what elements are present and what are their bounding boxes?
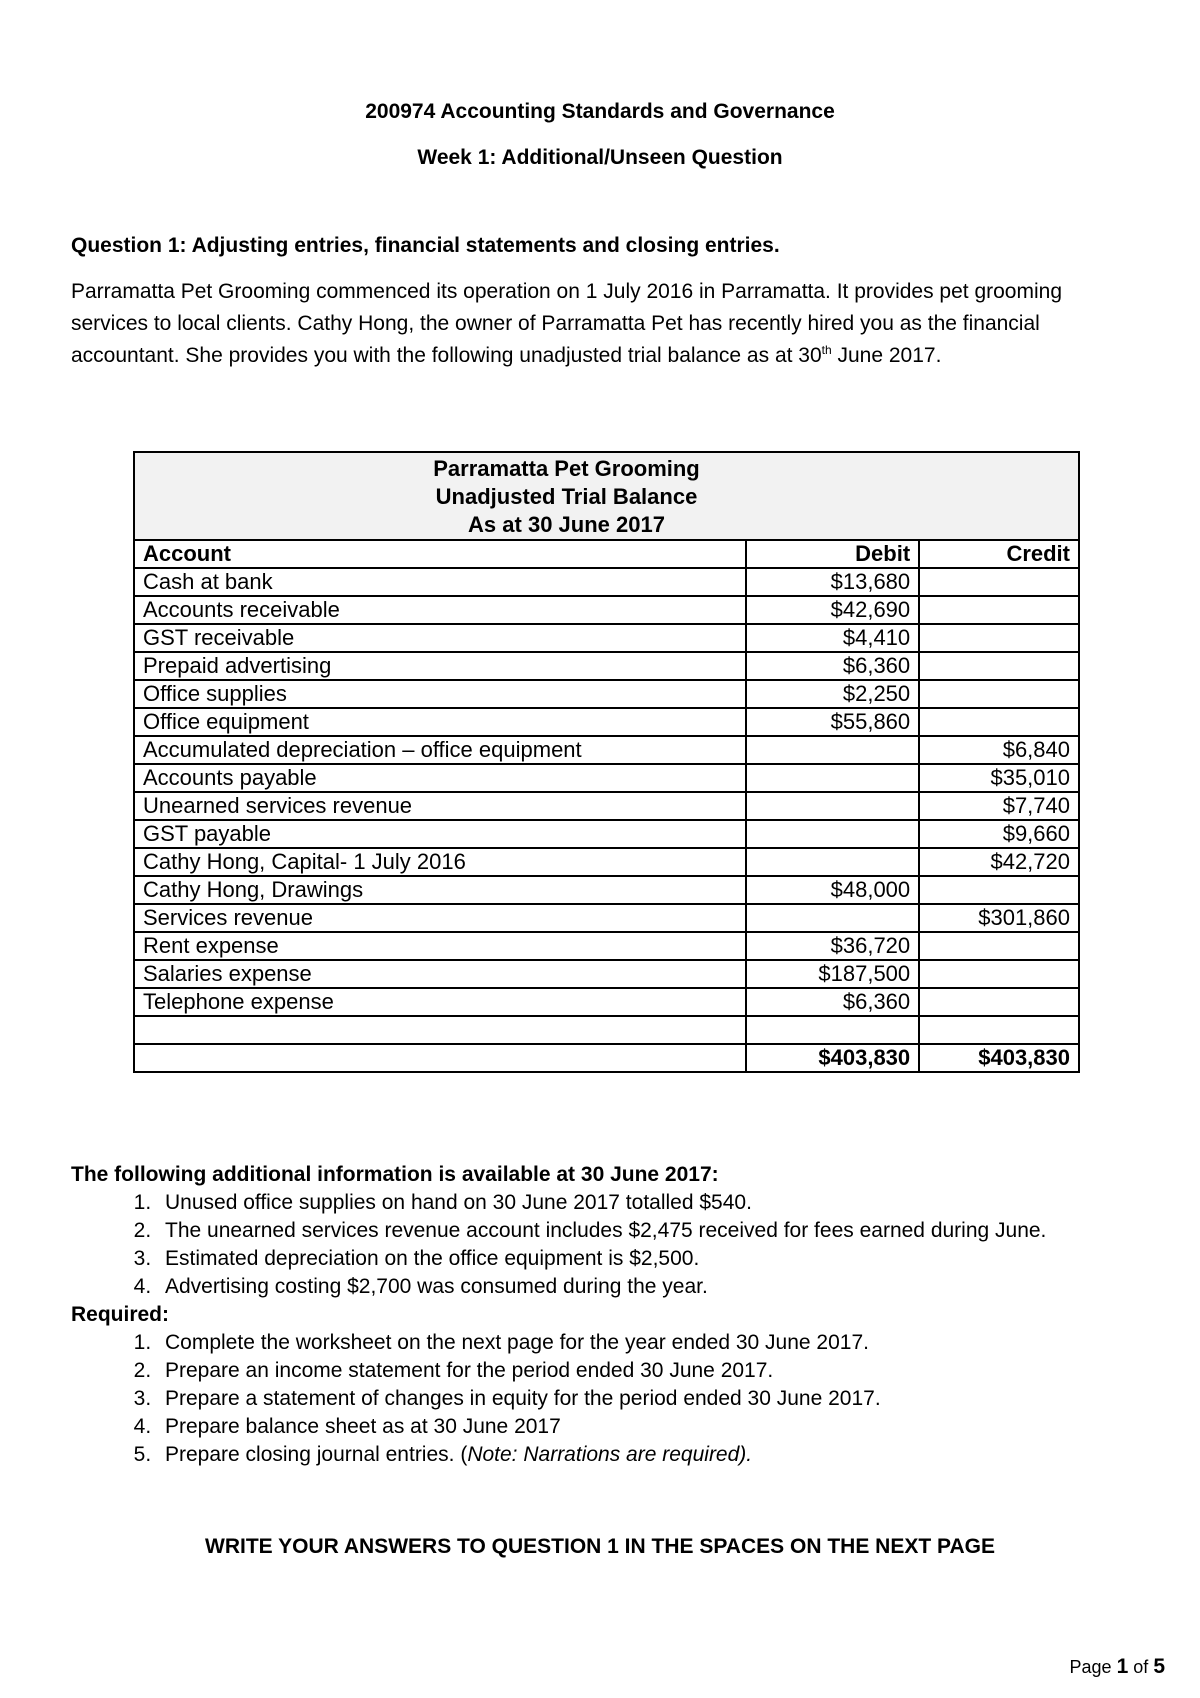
list-item: 3. Prepare a statement of changes in equity for the period ended 30 June 2017. [157, 1385, 1161, 1413]
table-row [134, 960, 1079, 988]
page-current: 1 [1116, 1655, 1129, 1678]
debit-cell: $4,410 [746, 624, 919, 652]
credit-cell [919, 988, 1079, 1016]
question-intro [71, 276, 1131, 372]
table-row [134, 904, 1079, 932]
list-item: 1. Complete the worksheet on the next page for the year ended 30 June 2017. [157, 1329, 1161, 1357]
required-item-5-note: Note: Narrations are required). [467, 1443, 753, 1466]
page-number [1070, 1655, 1165, 1679]
table-title [134, 452, 1079, 540]
credit-cell [919, 596, 1079, 624]
account-cell: Salaries expense [134, 960, 746, 988]
debit-cell [746, 904, 919, 932]
question-heading: Question 1: Adjusting entries, financial statements and closing entries. [71, 234, 780, 257]
account-cell: GST payable [134, 820, 746, 848]
debit-cell: $48,000 [746, 876, 919, 904]
table-row [134, 848, 1079, 876]
account-cell: GST receivable [134, 624, 746, 652]
debit-cell: $6,360 [746, 988, 919, 1016]
credit-cell [919, 624, 1079, 652]
account-cell: Cash at bank [134, 568, 746, 596]
table-row [134, 820, 1079, 848]
table-title-report: Unadjusted Trial Balance [435, 484, 698, 509]
additional-information [71, 1161, 1161, 1469]
credit-cell [919, 708, 1079, 736]
table-row [134, 596, 1079, 624]
total-debit: $403,830 [746, 1044, 919, 1072]
account-cell: Telephone expense [134, 988, 746, 1016]
intro-superscript: th [821, 343, 832, 357]
credit-cell: $42,720 [919, 848, 1079, 876]
course-title: 200974 Accounting Standards and Governance [365, 100, 835, 123]
column-header-credit: Credit [919, 540, 1079, 568]
intro-text-end: June 2017. [831, 344, 942, 367]
table-row [134, 876, 1079, 904]
column-header-debit: Debit [746, 540, 919, 568]
credit-cell [919, 876, 1079, 904]
required-heading: Required: [71, 1303, 170, 1326]
list-item: 2. Prepare an income statement for the period ended 30 June 2017. [157, 1357, 1161, 1385]
account-cell: Accounts receivable [134, 596, 746, 624]
credit-cell: $6,840 [919, 736, 1079, 764]
table-row [134, 764, 1079, 792]
credit-cell [919, 1016, 1079, 1044]
list-item: 4. Prepare balance sheet as at 30 June 2017 [157, 1413, 1161, 1441]
page-total: 5 [1153, 1655, 1165, 1678]
required-item-5-text: Prepare closing journal entries. ( [165, 1443, 468, 1466]
page-of: of [1133, 1657, 1149, 1677]
credit-cell: $35,010 [919, 764, 1079, 792]
debit-cell [746, 820, 919, 848]
table-row [134, 1016, 1079, 1044]
table-total-row [134, 1044, 1079, 1072]
table-row [134, 624, 1079, 652]
trial-balance-table [133, 451, 1080, 1073]
credit-cell [919, 932, 1079, 960]
intro-text: Parramatta Pet Grooming commenced its operation on 1 July 2016 in Parramatta. It provides pet grooming services to local clients. Cathy Hong, the owner of Parramatta Pet has recently hired you as the financial accountant. She provides you with the following unadjusted trial balance as at 30 [71, 280, 1062, 367]
account-cell: Accumulated depreciation – office equipment [134, 736, 746, 764]
table-title-company: Parramatta Pet Grooming [433, 456, 700, 481]
credit-cell: $301,860 [919, 904, 1079, 932]
list-item [157, 1441, 1161, 1469]
table-title-row [134, 452, 1079, 540]
table-row [134, 708, 1079, 736]
credit-cell: $7,740 [919, 792, 1079, 820]
additional-heading: The following additional information is available at 30 June 2017: [71, 1163, 719, 1186]
credit-cell [919, 568, 1079, 596]
table-row [134, 932, 1079, 960]
credit-cell: $9,660 [919, 820, 1079, 848]
account-cell: Services revenue [134, 904, 746, 932]
page-label: Page [1069, 1657, 1112, 1677]
credit-cell [919, 652, 1079, 680]
debit-cell [746, 764, 919, 792]
list-item: 3. Estimated depreciation on the office equipment is $2,500. [157, 1245, 1161, 1273]
account-cell [134, 1016, 746, 1044]
total-credit: $403,830 [919, 1044, 1079, 1072]
week-title: Week 1: Additional/Unseen Question [417, 146, 783, 169]
debit-cell: $13,680 [746, 568, 919, 596]
table-header-row [134, 540, 1079, 568]
account-cell: Accounts payable [134, 764, 746, 792]
debit-cell [746, 792, 919, 820]
debit-cell: $55,860 [746, 708, 919, 736]
debit-cell: $2,250 [746, 680, 919, 708]
debit-cell: $187,500 [746, 960, 919, 988]
account-cell: Cathy Hong, Capital- 1 July 2016 [134, 848, 746, 876]
account-cell: Unearned services revenue [134, 792, 746, 820]
table-row [134, 568, 1079, 596]
list-item: 2. The unearned services revenue account includes $2,475 received for fees earned during June. [157, 1217, 1161, 1245]
debit-cell: $36,720 [746, 932, 919, 960]
account-cell: Rent expense [134, 932, 746, 960]
debit-cell [746, 848, 919, 876]
table-row [134, 736, 1079, 764]
table-row [134, 988, 1079, 1016]
credit-cell [919, 680, 1079, 708]
table-row [134, 792, 1079, 820]
account-cell: Office supplies [134, 680, 746, 708]
answer-instruction: WRITE YOUR ANSWERS TO QUESTION 1 IN THE SPACES ON THE NEXT PAGE [205, 1535, 995, 1558]
required-list [71, 1329, 1161, 1469]
table-row [134, 680, 1079, 708]
total-label-cell [134, 1044, 746, 1072]
account-cell: Office equipment [134, 708, 746, 736]
table-row [134, 652, 1079, 680]
debit-cell: $6,360 [746, 652, 919, 680]
table-title-date: As at 30 June 2017 [468, 512, 665, 537]
debit-cell [746, 1016, 919, 1044]
account-cell: Prepaid advertising [134, 652, 746, 680]
debit-cell: $42,690 [746, 596, 919, 624]
debit-cell [746, 736, 919, 764]
credit-cell [919, 960, 1079, 988]
column-header-account: Account [134, 540, 746, 568]
account-cell: Cathy Hong, Drawings [134, 876, 746, 904]
list-item: 1. Unused office supplies on hand on 30 June 2017 totalled $540. [157, 1189, 1161, 1217]
list-item: 4. Advertising costing $2,700 was consumed during the year. [157, 1273, 1161, 1301]
additional-list [71, 1189, 1161, 1301]
